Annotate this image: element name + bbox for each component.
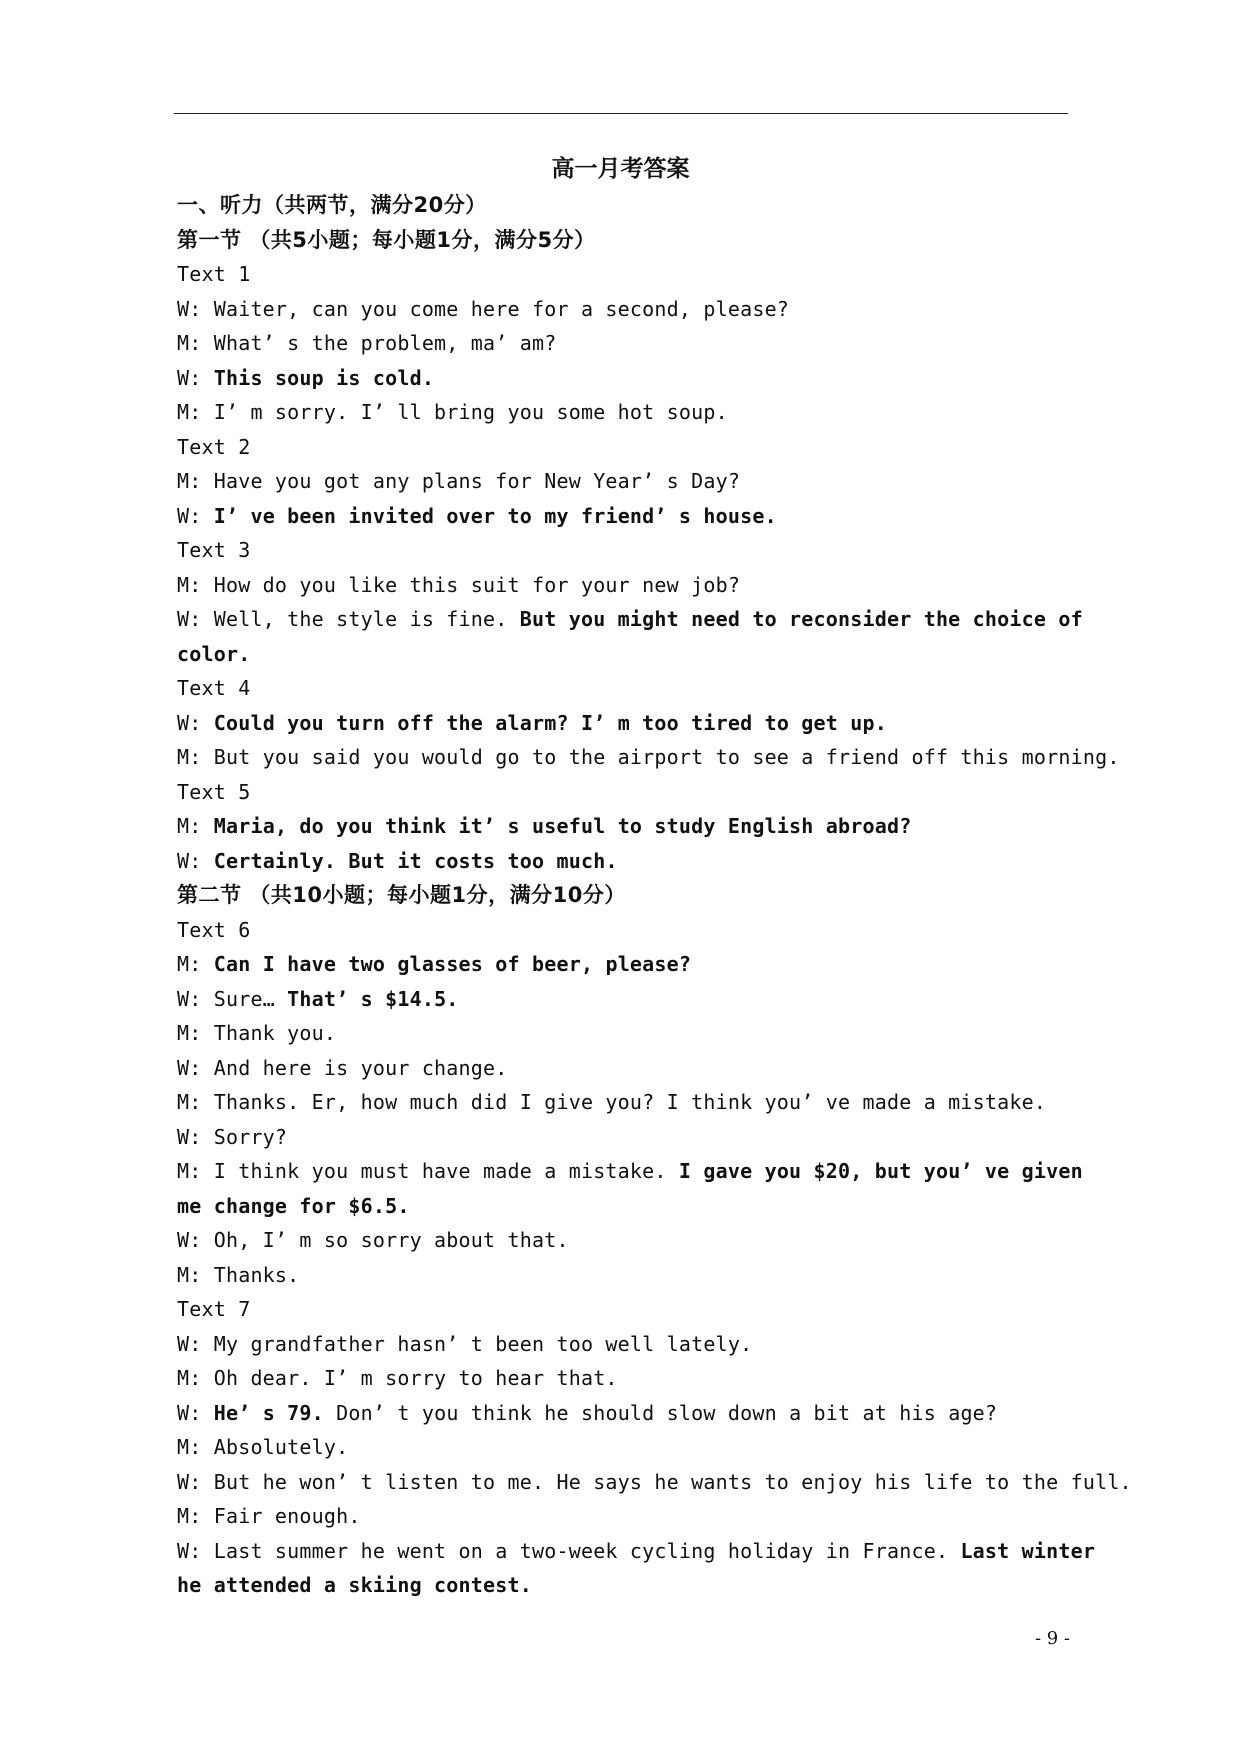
line-text: W: Last summer he went on a two-week cycling holiday in France. [177,1538,961,1563]
line-text: Text 7 [177,1297,251,1321]
transcript-line [177,1258,1072,1293]
answer-text: 第二节 （共10小题；每小题1分，满分10分） [177,883,626,907]
answer-text: Certainly. But it costs too much. [213,848,618,873]
page-number: - 9 - [1034,1628,1070,1649]
transcript-line [177,602,1083,637]
answer-text: Can I have two glasses of beer, please? [213,952,692,976]
line-text: W: But he won’ t listen to me. He says he wants to enjoy his life to the full. [177,1469,1132,1494]
answer-text: He’ s 79. [213,1400,324,1425]
transcript-line [177,844,1072,879]
line-text: M: But you said you would go to the airport to see a friend off this morning. [177,745,1120,769]
transcript-line [177,809,1072,844]
line-text: W: Waiter, can you come here for a second, please? [177,296,790,321]
section-heading [177,878,1072,913]
line-text: Text 3 [177,538,251,562]
transcript-line [177,1499,1072,1534]
line-text: M: Oh dear. I’ m sorry to hear that. [177,1366,618,1390]
line-text: W: Well, the style is fine. [177,607,520,631]
transcript-line [177,775,1072,810]
transcript-line [177,706,1072,741]
transcript-line [177,499,1072,534]
line-text: Text 6 [177,917,251,942]
line-text: W: [177,503,214,528]
line-text: M: Absolutely. [177,1435,349,1459]
transcript-line [177,913,1072,948]
answer-text: 第一节 （共5小题；每小题1分，满分5分） [177,227,596,252]
answer-text: I’ ve been invited over to my friend’ s house. [213,503,777,528]
line-text: Text 1 [177,262,251,286]
transcript-line [177,292,1072,327]
line-text: M: Thanks. Er, how much did I give you? I think you’ ve made a mistake. [177,1090,1047,1114]
transcript-line [177,533,1072,568]
line-text: M: I think you must have made a mistake. [177,1159,679,1183]
answer-text: me change for $6.5. [177,1193,410,1218]
answer-text: he attended a skiing contest. [177,1573,532,1597]
line-text: W: [177,365,214,390]
line-text: M: What’ s the problem, ma’ am? [177,331,557,355]
transcript-line [177,1154,1083,1189]
line-text: W: [177,1400,214,1425]
line-text: Text 2 [177,434,251,459]
transcript-line [177,1120,1072,1155]
line-text: M: Fair enough. [177,1504,361,1528]
line-text: M: How do you like this suit for your new job? [177,572,741,597]
answer-text: Last winter [960,1538,1096,1563]
transcript-line [177,464,1072,499]
transcript-line [177,1327,1072,1362]
transcript-line [177,1051,1072,1086]
transcript-line [177,637,1072,672]
answer-text: Maria, do you think it’ s useful to study English abroad? [213,814,912,838]
line-text: M: Thank you. [177,1021,337,1045]
transcript-line [177,1465,1132,1500]
transcript-line [177,1085,1072,1120]
transcript-line [177,1534,1096,1569]
line-text: W: Oh, I’ m so sorry about that. [177,1228,569,1252]
transcript-line [177,395,1072,430]
line-text: M: Have you got any plans for New Year’ s Day? [177,469,741,493]
answer-text: color. [177,641,251,666]
answer-text: That’ s $14.5. [287,986,459,1011]
answer-text: Could you turn off the alarm? I’ m too tired to get up. [213,710,887,735]
line-text: W: My grandfather hasn’ t been too well lately. [177,1331,753,1356]
transcript-line [177,1361,1072,1396]
transcript-line [177,947,1072,982]
line-text: Text 5 [177,779,251,804]
line-text: W: [177,848,214,873]
document-body [177,188,1132,1603]
transcript-line [177,1223,1072,1258]
transcript-line [177,361,1072,396]
answer-text: But you might need to reconsider the choice of [519,607,1083,631]
line-text: M: I’ m sorry. I’ ll bring you some hot soup. [177,400,728,424]
section-heading [177,223,1072,258]
transcript-line [177,1430,1072,1465]
transcript-line [177,1396,1072,1431]
section-heading [177,188,1072,223]
line-text: M: [177,814,214,838]
transcript-line [177,671,1072,706]
answer-text: This soup is cold. [213,365,435,390]
transcript-line [177,568,1072,603]
transcript-line [177,430,1072,465]
transcript-line [177,740,1120,775]
answer-text: 一、听力（共两节，满分20分） [177,193,487,217]
line-text: W: Sure… [177,986,288,1011]
line-text: Text 4 [177,676,251,700]
line-text: W: [177,710,214,735]
header-rule [174,113,1068,114]
transcript-line [177,1189,1072,1224]
transcript-line [177,1568,1072,1603]
line-text: W: Sorry? [177,1124,288,1149]
line-text: W: And here is your change. [177,1055,508,1080]
line-text: Don’ t you think he should slow down a bit at his age? [323,1400,998,1425]
answer-text: I gave you $20, but you’ ve given [678,1159,1083,1183]
transcript-line [177,1016,1072,1051]
transcript-line [177,982,1072,1017]
line-text: M: [177,952,214,976]
transcript-line [177,1292,1072,1327]
page-title: 高一月考答案 [551,156,690,182]
transcript-line [177,326,1072,361]
transcript-line [177,257,1072,292]
line-text: M: Thanks. [177,1262,300,1287]
